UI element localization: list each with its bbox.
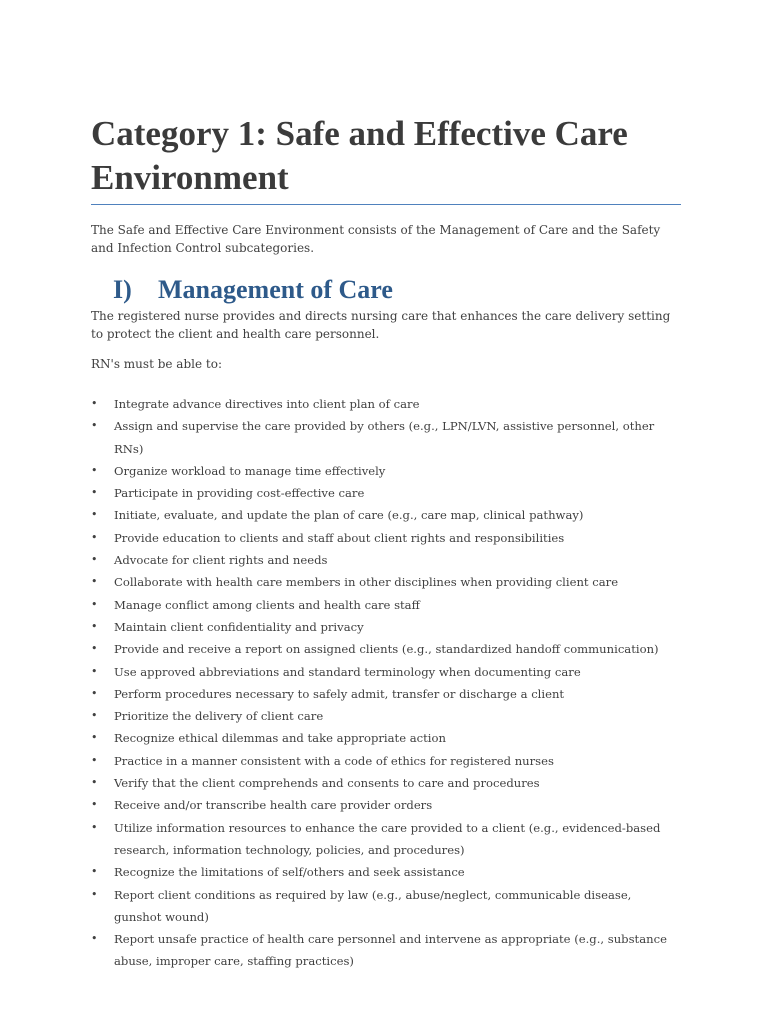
list-item-text: Collaborate with health care members in other disciplines when providing client care	[114, 575, 619, 590]
bullet-icon: •	[91, 776, 98, 790]
list-item	[91, 393, 681, 415]
list-item-text: Use approved abbreviations and standard terminology when documenting care	[114, 664, 581, 679]
bullet-icon: •	[91, 642, 98, 656]
list-item	[91, 527, 681, 549]
bullet-icon: •	[91, 798, 98, 812]
list-item-text: Verify that the client comprehends and consents to care and procedures	[114, 776, 540, 791]
list-item-text: Integrate advance directives into client plan of care	[114, 397, 420, 411]
list-item-text: Initiate, evaluate, and update the plan of care (e.g., care map, clinical pathway)	[114, 508, 584, 523]
bullet-icon: •	[91, 932, 98, 946]
list-item-text: Practice in a manner consistent with a code of ethics for registered nurses	[114, 753, 554, 768]
bullet-icon: •	[91, 619, 98, 633]
list-item	[91, 928, 681, 973]
list-item-text: Advocate for client rights and needs	[114, 553, 328, 568]
list-item	[91, 727, 681, 749]
bullet-icon: •	[91, 865, 98, 879]
bullet-list	[91, 393, 681, 973]
bullet-icon: •	[91, 664, 98, 678]
bullet-icon: •	[91, 463, 98, 477]
list-item	[91, 794, 681, 816]
list-item-text: Assign and supervise the care provided by others (e.g., LPN/LVN, assistive personnel, other RNs)	[114, 419, 655, 456]
list-item	[91, 504, 681, 526]
list-item	[91, 482, 681, 504]
section-number: I)	[113, 275, 132, 304]
bullet-icon: •	[91, 508, 98, 522]
list-item-text: Utilize information resources to enhance the care provided to a client (e.g., evidenced-based research, information technology, policies, and procedures)	[114, 820, 661, 857]
list-item-text: Perform procedures necessary to safely admit, transfer or discharge a client	[114, 686, 565, 701]
list-item-text: Receive and/or transcribe health care provider orders	[114, 798, 433, 813]
list-lead-text: RN's must be able to:	[91, 357, 222, 371]
section-title: Management of Care	[158, 275, 393, 304]
list-item-text: Provide education to clients and staff about client rights and responsibilities	[114, 530, 565, 545]
section-description: The registered nurse provides and directs nursing care that enhances the care delivery setting to protect the client and health care personnel.	[91, 309, 671, 341]
bullet-icon: •	[91, 820, 98, 834]
bullet-icon: •	[91, 553, 98, 567]
bullet-icon: •	[91, 887, 98, 901]
list-item-text: Maintain client confidentiality and privacy	[114, 619, 364, 634]
bullet-icon: •	[91, 419, 98, 433]
list-item	[91, 415, 681, 460]
bullet-icon: •	[91, 686, 98, 700]
title-underline-divider	[91, 204, 681, 205]
bullet-icon: •	[91, 575, 98, 589]
list-item	[91, 884, 681, 929]
bullet-icon: •	[91, 486, 98, 500]
list-item	[91, 772, 681, 794]
list-item	[91, 460, 681, 482]
bullet-icon: •	[91, 530, 98, 544]
list-item	[91, 549, 681, 571]
list-item-text: Recognize the limitations of self/others and seek assistance	[114, 865, 465, 880]
list-item-text: Manage conflict among clients and health care staff	[114, 597, 420, 612]
list-item	[91, 616, 681, 638]
list-item	[91, 817, 681, 862]
list-item	[91, 705, 681, 727]
intro-paragraph: The Safe and Effective Care Environment consists of the Management of Care and the Safety and Infection Control subcategories.	[91, 223, 661, 255]
page-title: Category 1: Safe and Effective Care Environment	[91, 114, 628, 197]
list-item	[91, 661, 681, 683]
list-item-text: Report client conditions as required by law (e.g., abuse/neglect, communicable disease, gunshot wound)	[114, 887, 632, 924]
list-item-text: Participate in providing cost-effective care	[114, 486, 365, 501]
list-item	[91, 861, 681, 883]
bullet-icon: •	[91, 731, 98, 745]
list-item-text: Prioritize the delivery of client care	[114, 709, 324, 724]
list-item-text: Provide and receive a report on assigned clients (e.g., standardized handoff communication)	[114, 642, 659, 657]
list-item	[91, 571, 681, 593]
bullet-icon: •	[91, 753, 98, 767]
bullet-icon: •	[91, 709, 98, 723]
bullet-icon: •	[91, 397, 98, 410]
list-item-text: Recognize ethical dilemmas and take appropriate action	[114, 731, 446, 746]
bullet-icon: •	[91, 597, 98, 611]
list-item	[91, 683, 681, 705]
list-item-text: Report unsafe practice of health care personnel and intervene as appropriate (e.g., substance abuse, improper care, staffing practices)	[114, 932, 667, 969]
list-item	[91, 594, 681, 616]
list-item-text: Organize workload to manage time effectively	[114, 463, 386, 478]
section-heading	[113, 274, 393, 306]
list-item	[91, 750, 681, 772]
list-item	[91, 638, 681, 660]
